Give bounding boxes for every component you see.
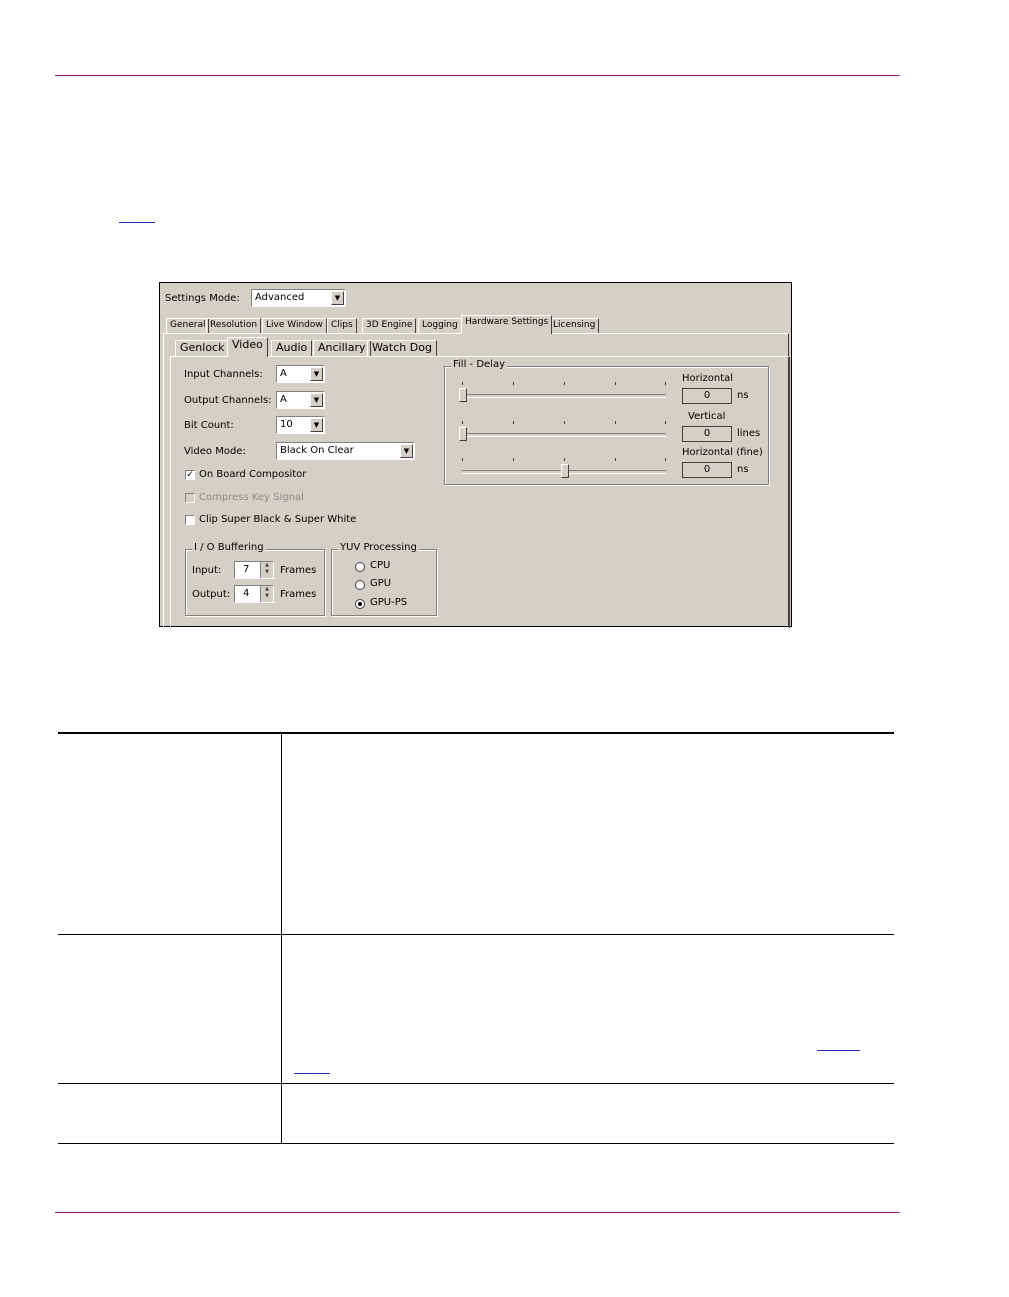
settings-mode-label: Settings Mode:	[165, 293, 240, 304]
tab-ancillary[interactable]	[313, 340, 371, 356]
vertical-value-box[interactable]	[682, 426, 732, 442]
tab-licensing[interactable]	[549, 318, 599, 333]
vertical-label: Vertical	[688, 411, 726, 422]
tab-label: Hardware Settings	[465, 317, 549, 327]
tab-clips[interactable]	[327, 318, 357, 333]
buffer-output-label: Output:	[192, 589, 231, 600]
slider-thumb[interactable]	[561, 464, 569, 478]
compress-key-signal-label: Compress Key Signal	[199, 492, 304, 503]
table-column-divider	[281, 733, 282, 1143]
slider-tick	[513, 458, 514, 461]
video-mode-combo[interactable]	[276, 442, 415, 460]
tab-label: Resolution	[210, 320, 258, 330]
horizontal-fine-label: Horizontal (fine)	[682, 447, 763, 458]
chevron-down-icon[interactable]: ▼	[400, 444, 413, 458]
tab-label: General	[170, 320, 206, 330]
horizontal-fine-slider[interactable]	[457, 458, 669, 478]
tab-hardware-settings[interactable]	[461, 315, 552, 334]
buffer-output-unit: Frames	[280, 589, 317, 600]
horizontal-label: Horizontal	[682, 373, 734, 384]
slider-tick	[615, 458, 616, 461]
video-mode-value: Black On Clear	[280, 445, 354, 456]
yuv-processing-title: YUV Processing	[340, 542, 417, 553]
yuv-gpu-label: GPU	[370, 578, 392, 589]
table-bottom-rule	[58, 1143, 894, 1144]
output-channels-label: Output Channels:	[184, 395, 272, 406]
spinner-arrows[interactable]	[260, 562, 273, 578]
bit-count-combo[interactable]	[276, 416, 325, 434]
slider-tick	[564, 458, 565, 461]
cross-reference-link[interactable]	[294, 1073, 330, 1074]
horizontal-unit: ns	[737, 390, 749, 401]
input-channels-value: A	[280, 368, 287, 379]
horizontal-fine-value: 0	[703, 464, 711, 475]
input-channels-combo[interactable]	[276, 365, 325, 383]
vertical-unit: lines	[737, 428, 761, 439]
settings-dialog	[159, 282, 792, 627]
slider-tick	[462, 458, 463, 461]
slider-track	[462, 433, 666, 437]
slider-tick	[462, 421, 463, 424]
chevron-down-icon[interactable]: ▼	[331, 291, 344, 305]
io-buffering-title: I / O Buffering	[194, 542, 264, 553]
buffer-output-value: 4	[243, 588, 250, 599]
slider-tick	[615, 382, 616, 385]
vertical-slider[interactable]	[457, 421, 669, 441]
buffer-input-unit: Frames	[280, 565, 317, 576]
table-row-divider	[58, 1083, 894, 1084]
tab-audio[interactable]	[271, 340, 312, 356]
on-board-compositor-checkbox[interactable]: ✓	[186, 470, 194, 480]
spin-down-icon[interactable]: ▼	[265, 569, 269, 575]
tab-label: Logging	[422, 320, 458, 330]
cross-reference-link[interactable]	[817, 1050, 860, 1051]
yuv-cpu-label: CPU	[370, 560, 391, 571]
slider-track	[462, 394, 666, 398]
slider-tick	[665, 458, 666, 461]
horizontal-value: 0	[703, 390, 711, 401]
spin-down-icon[interactable]: ▼	[265, 593, 269, 599]
output-channels-combo[interactable]	[276, 391, 325, 409]
tab-label: Live Window	[266, 320, 323, 330]
spin-up-icon[interactable]: ▲	[265, 586, 269, 592]
yuv-gpu-ps-label: GPU-PS	[370, 597, 408, 608]
slider-tick	[665, 421, 666, 424]
tab-3d-engine[interactable]	[362, 318, 416, 333]
on-board-compositor-label: On Board Compositor	[199, 469, 307, 480]
io-buffering-group	[185, 542, 325, 616]
clip-super-label: Clip Super Black & Super White	[199, 514, 357, 525]
output-channels-value: A	[280, 394, 287, 405]
slider-tick	[513, 421, 514, 424]
buffer-input-value: 7	[243, 564, 250, 575]
tab-label: Audio	[276, 341, 308, 354]
tab-video[interactable]	[227, 337, 268, 357]
chevron-down-icon[interactable]: ▼	[310, 418, 323, 432]
header-rule	[55, 75, 900, 76]
slider-tick	[564, 421, 565, 424]
slider-tick	[564, 382, 565, 385]
slider-thumb[interactable]	[459, 388, 467, 402]
video-mode-label: Video Mode:	[184, 446, 246, 457]
bit-count-value: 10	[280, 419, 293, 430]
table-top-rule	[58, 732, 894, 734]
horizontal-slider[interactable]	[457, 382, 669, 402]
yuv-gpu-radio[interactable]	[355, 580, 365, 590]
spin-up-icon[interactable]: ▲	[265, 562, 269, 568]
vertical-value: 0	[703, 428, 711, 439]
tab-label: 3D Engine	[366, 320, 413, 330]
footer-rule	[55, 1212, 900, 1213]
horizontal-fine-unit: ns	[737, 464, 749, 475]
tab-label: Ancillary	[318, 341, 366, 354]
buffer-input-label: Input:	[192, 565, 222, 576]
buffer-input-spinner[interactable]	[234, 561, 274, 579]
slider-tick	[513, 382, 514, 385]
tab-label: Video	[232, 338, 263, 351]
tab-resolution[interactable]	[206, 318, 261, 333]
tab-watch-dog[interactable]	[367, 340, 437, 356]
buffer-output-spinner[interactable]	[234, 585, 274, 603]
slider-thumb[interactable]	[459, 427, 467, 441]
tab-general[interactable]	[166, 318, 209, 333]
tab-label: Licensing	[553, 320, 596, 330]
slider-tick	[462, 382, 463, 385]
slider-tick	[665, 382, 666, 385]
chevron-down-icon[interactable]: ▼	[310, 367, 323, 381]
cross-reference-link[interactable]	[119, 222, 155, 223]
tab-genlock[interactable]	[175, 340, 229, 356]
fill-delay-title: Fill - Delay	[453, 359, 506, 370]
slider-tick	[615, 421, 616, 424]
spinner-arrows[interactable]	[260, 586, 273, 602]
chevron-down-icon[interactable]: ▼	[310, 393, 323, 407]
yuv-cpu-radio[interactable]	[355, 562, 365, 572]
tab-label: Clips	[331, 320, 353, 330]
input-channels-label: Input Channels:	[184, 369, 263, 380]
tab-label: Genlock	[180, 341, 225, 354]
clip-super-checkbox[interactable]	[185, 515, 195, 525]
bit-count-label: Bit Count:	[184, 420, 234, 431]
tab-live-window[interactable]	[262, 318, 327, 333]
settings-mode-value: Advanced	[255, 292, 305, 303]
settings-mode-combo[interactable]	[251, 289, 346, 307]
horizontal-fine-value-box[interactable]	[682, 462, 732, 478]
horizontal-value-box[interactable]	[682, 388, 732, 404]
compress-key-signal-checkbox[interactable]	[185, 493, 195, 503]
yuv-gpu-ps-radio[interactable]	[355, 599, 365, 609]
tab-logging[interactable]	[418, 318, 462, 333]
table-row-divider	[58, 934, 894, 935]
tab-label: Watch Dog	[372, 341, 432, 354]
